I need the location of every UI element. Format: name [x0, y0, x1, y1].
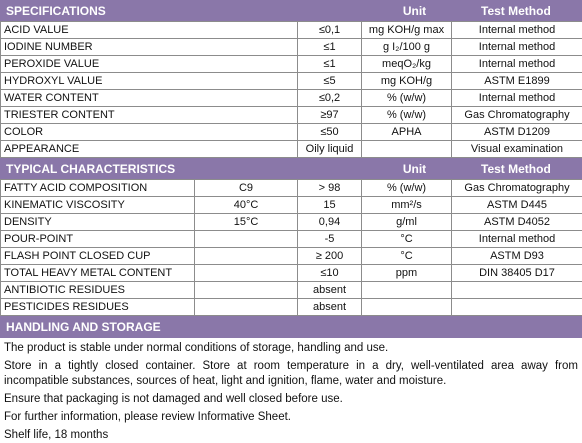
unit-cell: % (w/w) — [362, 90, 452, 107]
condition-cell — [195, 265, 298, 282]
value-cell: ≤50 — [298, 124, 362, 141]
table-row — [1, 282, 582, 299]
table-row — [1, 197, 582, 214]
parameter-cell: APPEARANCE — [1, 141, 298, 158]
method-cell: ASTM D93 — [452, 248, 582, 265]
table-row — [1, 231, 582, 248]
method-cell: ASTM D445 — [452, 197, 582, 214]
specifications-table — [0, 21, 582, 158]
table-row — [1, 180, 582, 197]
parameter-cell: TRIESTER CONTENT — [1, 107, 298, 124]
method-cell: Internal method — [452, 90, 582, 107]
table-row — [1, 56, 582, 73]
table-row — [1, 107, 582, 124]
table-row — [1, 124, 582, 141]
method-cell: Internal method — [452, 39, 582, 56]
parameter-cell: KINEMATIC VISCOSITY — [1, 197, 195, 214]
unit-cell: mg KOH/g — [362, 73, 452, 90]
typical-characteristics-header — [0, 158, 582, 179]
condition-cell: 15°C — [195, 214, 298, 231]
typical-characteristics-title: TYPICAL CHARACTERISTICS — [6, 162, 175, 176]
parameter-cell: COLOR — [1, 124, 298, 141]
method-cell: Internal method — [452, 231, 582, 248]
condition-cell — [195, 299, 298, 316]
method-cell: Internal method — [452, 56, 582, 73]
value-cell: ≤1 — [298, 39, 362, 56]
method-cell — [452, 299, 582, 316]
parameter-cell: DENSITY — [1, 214, 195, 231]
handling-text — [0, 338, 582, 443]
unit-cell: ppm — [362, 265, 452, 282]
method-cell: ASTM D1209 — [452, 124, 582, 141]
parameter-cell: TOTAL HEAVY METAL CONTENT — [1, 265, 195, 282]
value-cell: ≤10 — [298, 265, 362, 282]
value-cell: ≤5 — [298, 73, 362, 90]
unit-cell: g/ml — [362, 214, 452, 231]
handling-header — [0, 316, 582, 338]
parameter-cell: FATTY ACID COMPOSITION — [1, 180, 195, 197]
handling-paragraph: For further information, please review Informative Sheet. — [4, 410, 578, 425]
table-row — [1, 141, 582, 158]
value-cell: 15 — [298, 197, 362, 214]
condition-cell: C9 — [195, 180, 298, 197]
unit-cell — [362, 299, 452, 316]
handling-paragraph: Store in a tightly closed container. Store at room temperature in a dry, well-ventilated area away from incompatible substances, sources of heat, light and ignition, flame, water and moisture. — [4, 359, 578, 389]
unit-cell — [362, 282, 452, 299]
value-cell: -5 — [298, 231, 362, 248]
method-cell: DIN 38405 D17 — [452, 265, 582, 282]
value-cell: ≤0,2 — [298, 90, 362, 107]
parameter-cell: ANTIBIOTIC RESIDUES — [1, 282, 195, 299]
unit-column-header: Unit — [402, 4, 427, 18]
value-cell: ≤1 — [298, 56, 362, 73]
method-cell: ASTM D4052 — [452, 214, 582, 231]
table-row — [1, 22, 582, 39]
handling-title: HANDLING AND STORAGE — [6, 320, 161, 334]
parameter-cell: ACID VALUE — [1, 22, 298, 39]
unit-cell: g I₂/100 g — [362, 39, 452, 56]
table-row — [1, 90, 582, 107]
value-cell: absent — [298, 282, 362, 299]
specifications-title: SPECIFICATIONS — [6, 4, 106, 18]
unit-column-header: Unit — [402, 162, 427, 176]
parameter-cell: PEROXIDE VALUE — [1, 56, 298, 73]
condition-cell — [195, 231, 298, 248]
unit-cell: % (w/w) — [362, 180, 452, 197]
unit-cell: APHA — [362, 124, 452, 141]
value-cell: absent — [298, 299, 362, 316]
condition-cell — [195, 282, 298, 299]
value-cell: ≤0,1 — [298, 22, 362, 39]
parameter-cell: WATER CONTENT — [1, 90, 298, 107]
method-cell: Internal method — [452, 22, 582, 39]
typical-characteristics-table — [0, 179, 582, 316]
unit-cell: mm²/s — [362, 197, 452, 214]
method-cell: ASTM E1899 — [452, 73, 582, 90]
value-cell: ≥97 — [298, 107, 362, 124]
unit-cell: mg KOH/g max — [362, 22, 452, 39]
table-row — [1, 39, 582, 56]
table-row — [1, 248, 582, 265]
handling-paragraph: The product is stable under normal conditions of storage, handling and use. — [4, 341, 578, 356]
method-cell: Visual examination — [452, 141, 582, 158]
value-cell: 0,94 — [298, 214, 362, 231]
value-cell: ≥ 200 — [298, 248, 362, 265]
method-cell: Gas Chromatography — [452, 107, 582, 124]
value-cell: > 98 — [298, 180, 362, 197]
specifications-header — [0, 0, 582, 21]
unit-cell: °C — [362, 231, 452, 248]
handling-section — [0, 316, 582, 443]
table-row — [1, 299, 582, 316]
condition-cell — [195, 248, 298, 265]
value-cell: Oily liquid — [298, 141, 362, 158]
table-row — [1, 73, 582, 90]
unit-cell: % (w/w) — [362, 107, 452, 124]
unit-cell: meqO₂/kg — [362, 56, 452, 73]
method-cell: Gas Chromatography — [452, 180, 582, 197]
test-method-column-header: Test Method — [481, 162, 551, 176]
condition-cell: 40°C — [195, 197, 298, 214]
parameter-cell: PESTICIDES RESIDUES — [1, 299, 195, 316]
method-cell — [452, 282, 582, 299]
handling-paragraph: Ensure that packaging is not damaged and well closed before use. — [4, 392, 578, 407]
unit-cell — [362, 141, 452, 158]
test-method-column-header: Test Method — [481, 4, 551, 18]
parameter-cell: HYDROXYL VALUE — [1, 73, 298, 90]
parameter-cell: IODINE NUMBER — [1, 39, 298, 56]
table-row — [1, 265, 582, 282]
table-row — [1, 214, 582, 231]
unit-cell: °C — [362, 248, 452, 265]
handling-paragraph: Shelf life, 18 months — [4, 428, 578, 443]
parameter-cell: FLASH POINT CLOSED CUP — [1, 248, 195, 265]
parameter-cell: POUR-POINT — [1, 231, 195, 248]
